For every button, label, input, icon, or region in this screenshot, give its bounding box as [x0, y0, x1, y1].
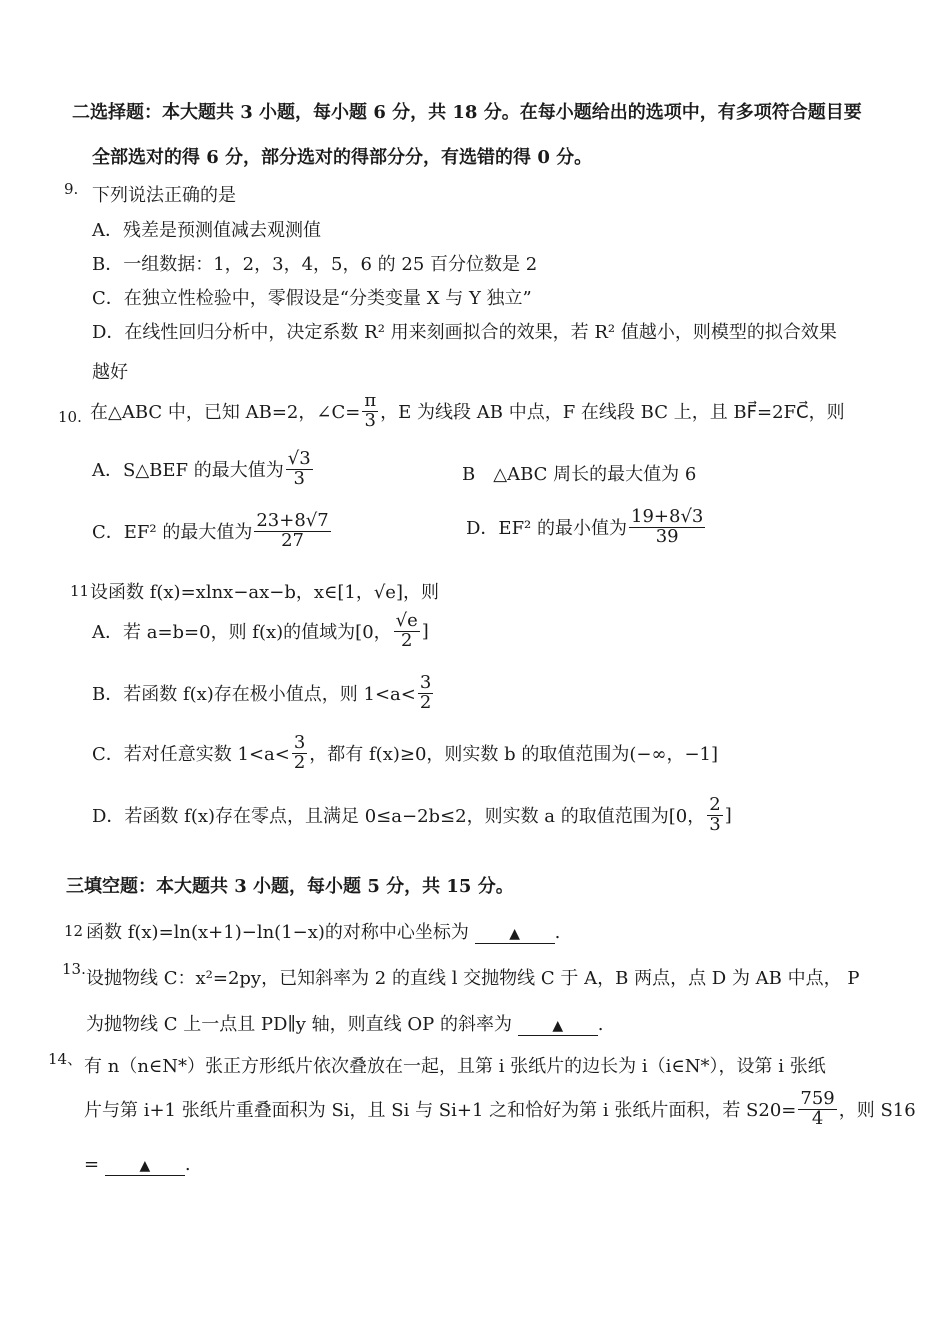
q13-answer-blank[interactable] — [518, 1014, 598, 1036]
q14-equals: = — [84, 1154, 100, 1175]
q14-line2 — [84, 1090, 916, 1129]
section2-header-line2: 全部选对的得 6 分，部分选对的得部分分，有选错的得 0 分。 — [92, 147, 593, 168]
q11-option-d-numerator: 2 — [709, 794, 721, 815]
section3-header: 三填空题：本大题共 3 小题，每小题 5 分，共 15 分。 — [66, 876, 514, 897]
q11-stem: 设函数 f(x)=xlnx−ax−b，x∈[1，√e]，则 — [90, 582, 439, 603]
q10-number: 10. — [58, 408, 82, 426]
q14-s20-fraction — [798, 1090, 836, 1129]
q13-number: 13. — [62, 960, 86, 978]
section2-header-line1: 二选择题：本大题共 3 小题，每小题 6 分，共 18 分。在每小题给出的选项中，有多项符合题目要 — [72, 102, 862, 123]
q11-option-d-text: D．若函数 f(x)存在零点，且满足 0≤a−2b≤2，则实数 a 的取值范围为[0， — [92, 806, 706, 828]
q10-option-c-text: C．EF² 的最大值为 — [92, 522, 253, 544]
triangle-icon: ▲ — [139, 1158, 151, 1174]
q11-option-a-denominator: 2 — [400, 629, 413, 651]
q10-option-d — [466, 508, 707, 547]
q11-option-b-numerator: 3 — [419, 672, 432, 693]
q11-option-c-denominator: 2 — [293, 751, 306, 773]
q11-option-d-fraction — [707, 796, 722, 835]
q13-period: . — [597, 1014, 604, 1035]
q10-option-a-text: A．S△BEF 的最大值为 — [92, 460, 284, 482]
q10-option-c-numerator: 23+8√7 — [256, 510, 329, 531]
q10-option-a-fraction — [286, 450, 313, 489]
q10-option-d-fraction — [629, 508, 705, 547]
q9-option-b: B．一组数据：1，2，3，4，5，6 的 25 百分位数是 2 — [92, 254, 538, 275]
q14-answer-blank[interactable] — [105, 1154, 185, 1176]
q11-option-a-close: ] — [421, 620, 429, 642]
q10-option-a-numerator: √3 — [287, 448, 311, 469]
q14-line3 — [84, 1154, 191, 1176]
q12-answer-blank[interactable] — [475, 922, 555, 944]
q10-option-d-numerator: 19+8√3 — [631, 506, 704, 527]
q10-stem-b: ，E 为线段 AB 中点，F 在线段 BC 上，且 BF⃗=2FC⃗，则 — [380, 402, 845, 424]
q10-option-d-denominator: 39 — [655, 525, 679, 547]
q11-option-c-fraction — [292, 734, 307, 773]
q14-s20-denominator: 4 — [811, 1107, 824, 1129]
q11-option-b-fraction — [418, 674, 433, 713]
q11-option-a-numerator: √e — [395, 610, 418, 631]
q12-stem: 函数 f(x)=ln(x+1)−ln(1−x)的对称中心坐标为 — [86, 922, 469, 943]
q10-stem-a: 在△ABC 中，已知 AB=2，∠C= — [90, 402, 361, 424]
q11-number: 11 — [70, 582, 90, 600]
q11-option-c-text: C．若对任意实数 1<a< — [92, 744, 290, 766]
q9-option-d-line2: 越好 — [92, 362, 128, 383]
q11-option-c — [92, 734, 718, 773]
q10-option-a — [92, 450, 315, 489]
q10-option-c — [92, 512, 333, 551]
q14-line2-rest: ，则 S16 — [838, 1100, 916, 1122]
triangle-icon: ▲ — [509, 926, 521, 942]
q11-option-a-fraction — [394, 612, 420, 651]
q12-line — [86, 918, 560, 944]
q14-s20-numerator: 759 — [800, 1088, 835, 1109]
q13-line1: 设抛物线 C：x²=2py，已知斜率为 2 的直线 l 交抛物线 C 于 A，B 两点，点 D 为 AB 中点， P — [86, 968, 860, 989]
q10-option-a-denominator: 3 — [293, 467, 305, 489]
q10-angle-denominator: 3 — [364, 409, 376, 431]
q9-number: 9. — [64, 180, 79, 198]
q10-option-c-fraction — [254, 512, 330, 551]
q9-option-d-line1: D．在线性回归分析中，决定系数 R² 用来刻画拟合的效果，若 R² 值越小，则模型的拟合效果 — [92, 322, 837, 343]
q12-number: 12 — [64, 922, 84, 940]
q9-stem: 下列说法正确的是 — [92, 185, 236, 206]
q12-period: . — [554, 922, 561, 943]
q11-option-c-rest: ，都有 f(x)≥0，则实数 b 的取值范围为(−∞，−1] — [309, 744, 719, 766]
q11-option-b-text: B．若函数 f(x)存在极小值点，则 1<a< — [92, 684, 416, 706]
q11-option-b-denominator: 2 — [419, 691, 432, 713]
q9-option-c: C．在独立性检验中，零假设是“分类变量 X 与 Y 独立” — [92, 288, 532, 309]
q13-line2 — [86, 1010, 603, 1036]
q11-option-d — [92, 796, 732, 835]
q11-option-b — [92, 674, 435, 713]
q11-option-d-close: ] — [724, 804, 732, 826]
q10-option-b: B △ABC 周长的最大值为 6 — [462, 464, 697, 485]
q14-number: 14、 — [48, 1050, 83, 1068]
q9-option-a: A．残差是预测值减去观测值 — [92, 220, 321, 241]
q10-stem — [90, 392, 845, 431]
q11-option-d-denominator: 3 — [709, 813, 721, 835]
q10-option-c-denominator: 27 — [281, 529, 304, 551]
q10-option-d-text: D．EF² 的最小值为 — [466, 518, 627, 540]
q10-angle-numerator: π — [364, 390, 377, 411]
q11-option-c-numerator: 3 — [293, 732, 306, 753]
q11-option-a-text: A．若 a=b=0，则 f(x)的值域为[0， — [92, 622, 392, 644]
q13-line2-text: 为抛物线 C 上一点且 PD∥y 轴，则直线 OP 的斜率为 — [86, 1014, 512, 1035]
q14-line1: 有 n（n∈N*）张正方形纸片依次叠放在一起，且第 i 张纸片的边长为 i（i∈N*），设第 i 张纸 — [84, 1056, 826, 1077]
q14-line2-text: 片与第 i+1 张纸片重叠面积为 Si，且 Si 与 Si+1 之和恰好为第 i 张纸片面积，若 S20= — [84, 1100, 797, 1122]
q14-period: . — [184, 1154, 191, 1175]
triangle-icon: ▲ — [552, 1018, 564, 1034]
q10-angle-fraction — [362, 392, 378, 431]
q11-option-a — [92, 612, 429, 651]
